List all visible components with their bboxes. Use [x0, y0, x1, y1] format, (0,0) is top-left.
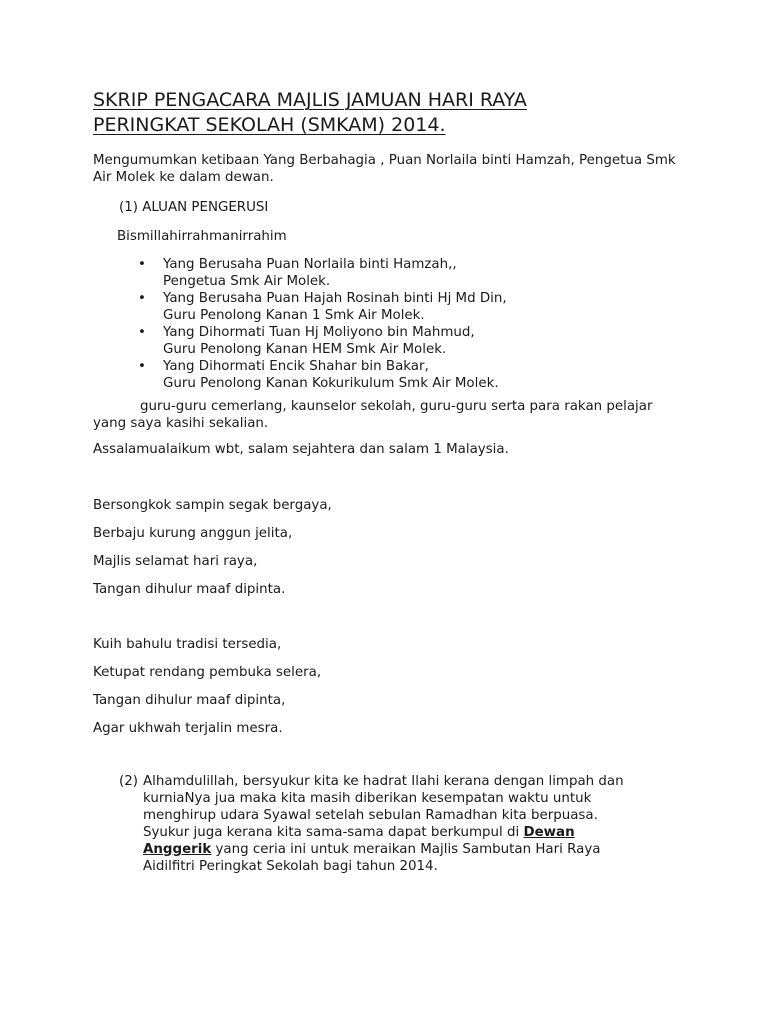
pantun-1-line-2: Berbaju kurung anggun jelita,: [93, 526, 293, 541]
bullet-icon: •: [138, 325, 146, 340]
title-line-1: SKRIP PENGACARA MAJLIS JAMUAN HARI RAYA: [93, 89, 527, 111]
venue-name-part-1: Dewan: [523, 825, 575, 840]
bullet-icon: •: [138, 359, 146, 374]
guest-title: Guru Penolong Kanan Kokurikulum Smk Air Molek.: [163, 376, 499, 391]
title-line-2: PERINGKAT SEKOLAH (SMKAM) 2014.: [93, 114, 446, 136]
pantun-2-line-3: Tangan dihulur maaf dipinta,: [93, 693, 286, 708]
bismillah-text: Bismillahirrahmanirrahim: [117, 229, 287, 244]
greeting-paragraph: guru-guru cemerlang, kaunselor sekolah, guru-guru serta para rakan pelajar yang saya kasihi sekalian.: [93, 399, 653, 431]
section-2-line: [143, 824, 663, 841]
pantun-2-line-1: Kuih bahulu tradisi tersedia,: [93, 637, 282, 652]
announcement-paragraph: Mengumumkan ketibaan Yang Berbahagia , Puan Norlaila binti Hamzah, Pengetua Smk Air Molek ke dalam dewan.: [93, 153, 676, 185]
section-2-text: Syukur juga kerana kita sama-sama dapat berkumpul di: [143, 825, 524, 840]
pantun-1-line-1: Bersongkok sampin segak bergaya,: [93, 498, 332, 513]
section-2-line: [143, 841, 663, 858]
guest-name: Yang Dihormati Tuan Hj Moliyono bin Mahmud,: [163, 325, 475, 340]
pantun-2-line-2: Ketupat rendang pembuka selera,: [93, 665, 322, 680]
salam-greeting: Assalamualaikum wbt, salam sejahtera dan salam 1 Malaysia.: [93, 442, 509, 457]
pantun-1-line-4: Tangan dihulur maaf dipinta.: [93, 582, 286, 597]
guest-list: [137, 256, 507, 392]
section-2-line: menghirup udara Syawal setelah sebulan Ramadhan kita berpuasa.: [143, 808, 598, 823]
bullet-icon: •: [138, 291, 146, 306]
list-item: [137, 256, 507, 290]
section-2-line: Aidilfitri Peringkat Sekolah bagi tahun 2014.: [143, 859, 438, 874]
guest-name: Yang Berusaha Puan Hajah Rosinah binti Hj Md Din,: [163, 291, 507, 306]
list-item: [137, 324, 507, 358]
section-1-heading: (1) ALUAN PENGERUSI: [119, 200, 269, 215]
section-2-body: [143, 773, 663, 875]
section-2-line: Alhamdulillah, bersyukur kita ke hadrat Ilahi kerana dengan limpah dan: [143, 774, 624, 789]
list-item: [137, 290, 507, 324]
bullet-icon: •: [138, 257, 146, 272]
list-item: [137, 358, 507, 392]
section-2-text: yang ceria ini untuk meraikan Majlis Sambutan Hari Raya: [211, 842, 601, 857]
venue-name-part-2: Anggerik: [143, 842, 212, 857]
guest-name: Yang Dihormati Encik Shahar bin Bakar,: [163, 359, 429, 374]
document-title: [93, 88, 713, 138]
guest-title: Guru Penolong Kanan 1 Smk Air Molek.: [163, 308, 425, 323]
pantun-2-line-4: Agar ukhwah terjalin mesra.: [93, 721, 283, 736]
guest-title: Pengetua Smk Air Molek.: [163, 274, 331, 289]
guest-name: Yang Berusaha Puan Norlaila binti Hamzah,,: [163, 257, 457, 272]
pantun-1-line-3: Majlis selamat hari raya,: [93, 554, 258, 569]
section-2-line: kurniaNya jua maka kita masih diberikan kesempatan waktu untuk: [143, 791, 592, 806]
section-2-number: (2): [119, 774, 138, 789]
guest-title: Guru Penolong Kanan HEM Smk Air Molek.: [163, 342, 447, 357]
